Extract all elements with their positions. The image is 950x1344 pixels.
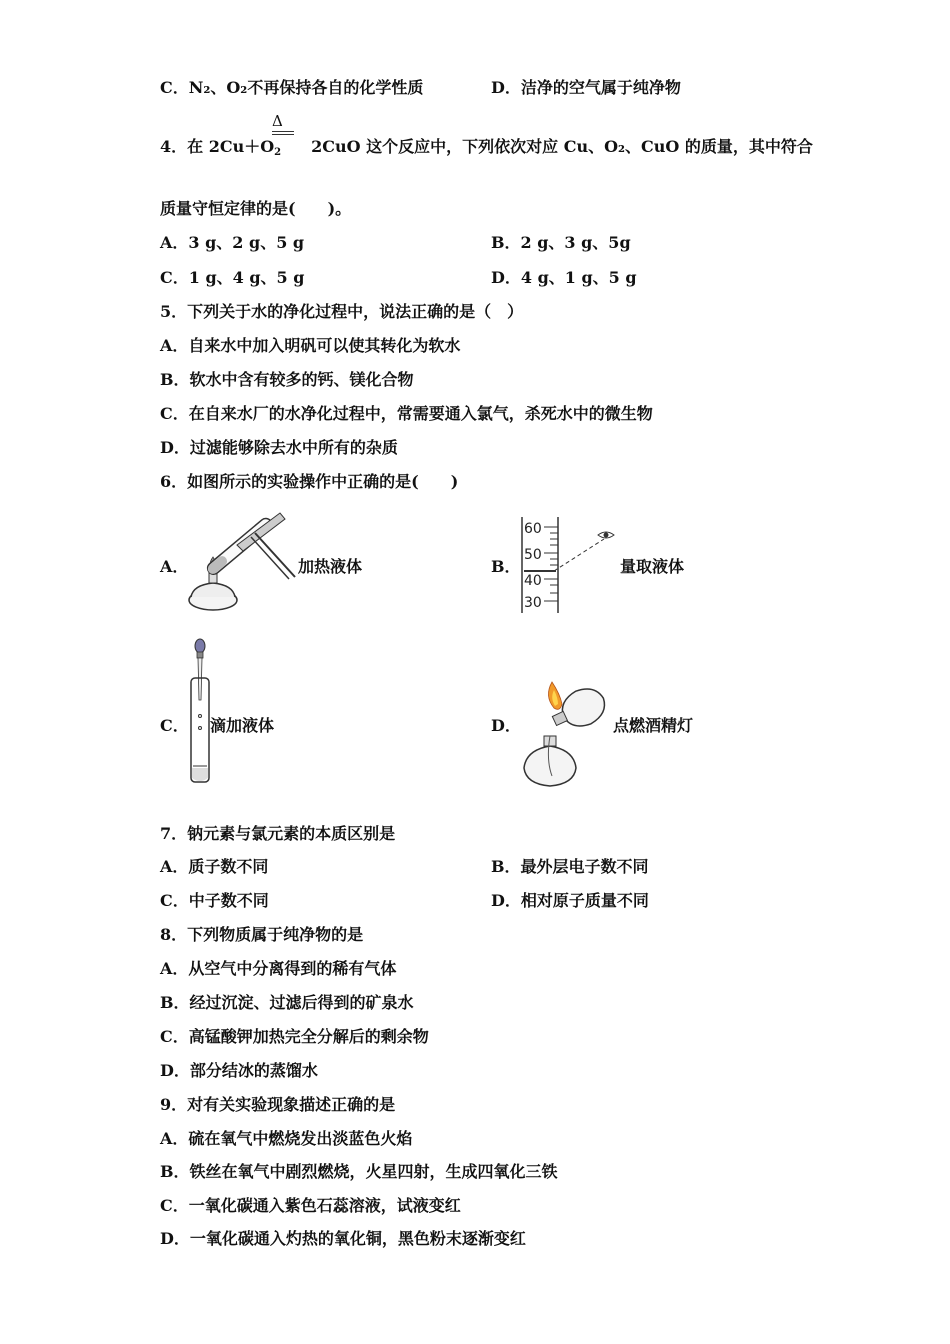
q4-option-b: B．2 g、3 g、5g [491,233,631,252]
q7-option-d: D．相对原子质量不同 [491,891,649,910]
q4-option-a: A．3 g、2 g、5 g [160,233,305,252]
q4-stem [160,137,813,163]
q9-option-d: D．一氧化碳通入灼热的氧化铜，黑色粉末逐渐变红 [160,1229,526,1248]
dropper-test-tube-figure [188,638,212,786]
q8-option-c: C．高锰酸钾加热完全分解后的剩余物 [160,1027,429,1046]
q5-option-a: A．自来水中加入明矾可以使其转化为软水 [160,336,461,355]
cylinder-tick-60: 60 [524,521,542,537]
cylinder-tick-30: 30 [524,595,542,611]
cylinder-tick-50: 50 [524,547,542,563]
q7-option-c: C．中子数不同 [160,891,269,910]
q9-option-c: C．一氧化碳通入紫色石蕊溶液，试液变红 [160,1196,461,1215]
q4-option-c: C．1 g、4 g、5 g [160,268,305,287]
heating-liquid-figure [185,505,300,615]
q9-option-a: A．硫在氧气中燃烧发出淡蓝色火焰 [160,1129,413,1148]
q5-option-b: B．软水中含有较多的钙、镁化合物 [160,370,414,389]
q6-option-a-caption: 加热液体 [298,557,363,576]
q8-stem: 8．下列物质属于纯净物的是 [160,925,364,944]
q5-option-c: C．在自来水厂的水净化过程中，常需要通入氯气，杀死水中的微生物 [160,404,653,423]
q6-option-b-caption: 量取液体 [620,557,685,576]
q4-option-d: D．4 g、1 g、5 g [491,268,637,287]
q6-option-d-caption: 点燃酒精灯 [613,716,694,735]
q8-option-a: A．从空气中分离得到的稀有气体 [160,959,397,978]
q6-option-d-letter: D． [491,716,521,735]
q6-option-a-letter: A． [160,557,189,576]
measuring-cylinder-figure [518,515,618,615]
q4-stem-line2: 质量守恒定律的是( )。 [160,199,352,218]
q3-option-c: C．N₂、O₂不再保持各自的化学性质 [160,78,424,97]
lighting-alcohol-lamp-figure [518,680,613,788]
q9-stem: 9．对有关实验现象描述正确的是 [160,1095,396,1114]
q7-option-a: A．质子数不同 [160,857,269,876]
q5-option-d: D．过滤能够除去水中所有的杂质 [160,438,398,457]
q7-option-b: B．最外层电子数不同 [491,857,649,876]
q6-option-c-letter: C． [160,716,189,735]
q6-option-c-caption: 滴加液体 [210,716,275,735]
q4-o2-subscript: 2 [274,147,282,158]
reaction-equals-bar-top [272,131,294,132]
q4-stem-prefix: 4．在 2Cu＋O [160,137,275,156]
reaction-condition-heat: Δ [272,112,283,130]
q9-option-b: B．铁丝在氧气中剧烈燃烧，火星四射，生成四氧化三铁 [160,1162,558,1181]
q3-option-d: D．洁净的空气属于纯净物 [491,78,681,97]
q8-option-b: B．经过沉淀、过滤后得到的矿泉水 [160,993,414,1012]
q8-option-d: D．部分结冰的蒸馏水 [160,1061,318,1080]
q6-option-b-letter: B． [491,557,521,576]
q7-stem: 7．钠元素与氯元素的本质区别是 [160,824,396,843]
q5-stem: 5．下列关于水的净化过程中，说法正确的是（ ） [160,302,524,321]
reaction-equals-bar-bottom [272,134,294,135]
q6-stem: 6．如图所示的实验操作中正确的是( ) [160,472,459,491]
q4-stem-suffix: 2CuO 这个反应中，下列依次对应 Cu、O₂、CuO 的质量，其中符合 [311,137,813,156]
cylinder-tick-40: 40 [524,573,542,589]
